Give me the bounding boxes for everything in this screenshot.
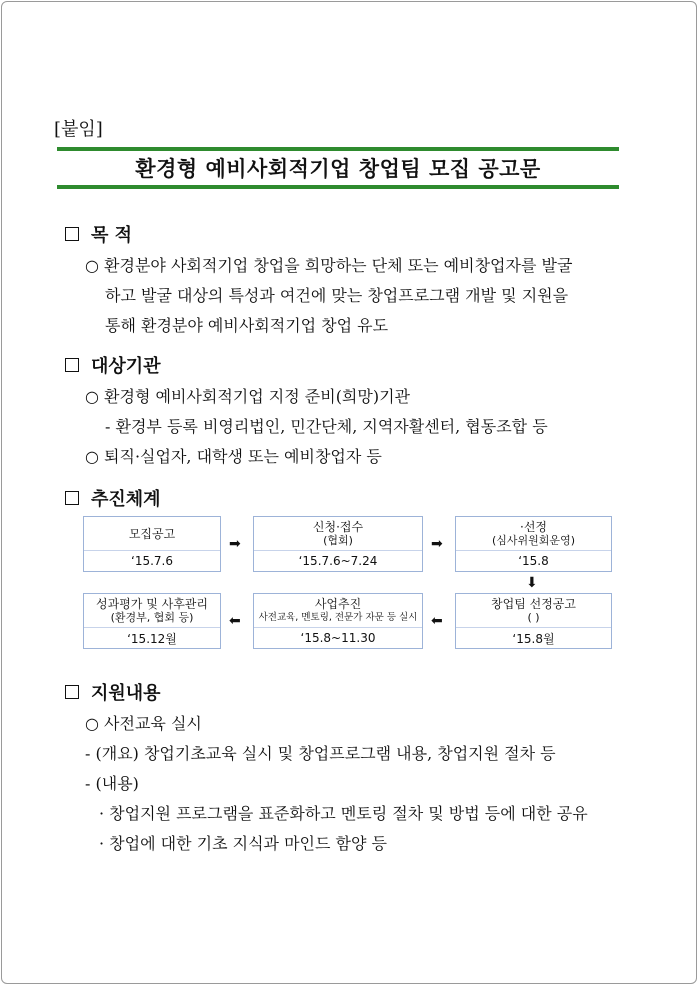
purpose-line-2: 하고 발굴 대상의 특성과 여건에 맞는 창업프로그램 개발 및 지원을: [105, 286, 569, 305]
target-line-3: ○ 퇴직·실업자, 대학생 또는 예비창업자 등: [85, 447, 382, 466]
checkbox-square-icon: [65, 227, 79, 241]
flow-step-title: ·선정: [520, 519, 547, 534]
flow-step-date: ‘15.7.6: [131, 554, 173, 568]
flow-step-title: 창업팀 선정공고: [491, 596, 576, 611]
section-target-heading: [65, 352, 161, 378]
attachment-label: [붙임]: [54, 119, 103, 140]
support-line-1: ○ 사전교육 실시: [85, 714, 202, 733]
arrow-right-icon: ➡: [431, 536, 443, 552]
flow-step-title: 모집공고: [128, 526, 176, 541]
checkbox-square-icon: [65, 491, 79, 505]
flow-step-title: 사업추진: [314, 596, 362, 611]
support-line-2: - (개요) 창업기초교육 실시 및 창업프로그램 내용, 창업지원 절차 등: [85, 744, 556, 763]
arrow-left-icon: ⬅: [229, 613, 241, 629]
support-line-3: - (내용): [85, 774, 139, 793]
flow-step-sub: ( ): [527, 610, 540, 624]
purpose-line-1: ○ 환경분야 사회적기업 창업을 희망하는 단체 또는 예비창업자를 발굴: [85, 256, 573, 275]
section-heading-text: 추진체계: [91, 489, 161, 510]
target-line-1: ○ 환경형 예비사회적기업 지정 준비(희망)기관: [85, 387, 410, 406]
section-system-heading: [65, 485, 161, 511]
flow-step-selection: [455, 516, 612, 572]
support-line-4: · 창업지원 프로그램을 표준화하고 멘토링 절차 및 방법 등에 대한 공유: [99, 804, 588, 823]
checkbox-square-icon: [65, 685, 79, 699]
flow-step-title: 성과평가 및 사후관리: [96, 596, 208, 611]
flow-step-sub: (협회): [323, 533, 353, 547]
flow-step-sub: (심사위원회운영): [492, 533, 575, 547]
arrow-right-icon: ➡: [229, 536, 241, 552]
title-box: [57, 147, 619, 189]
arrow-down-icon: ⬇: [526, 575, 538, 591]
section-heading-text: 대상기관: [91, 356, 161, 377]
flow-step-announcement: [455, 593, 612, 649]
flow-step-sub: (환경부, 협회 등): [110, 610, 194, 624]
flow-step-sub: 사전교육, 멘토링, 전문가 자문 등 실시: [258, 611, 418, 623]
flow-step-date: ‘15.8~11.30: [300, 631, 376, 645]
target-line-2: - 환경부 등록 비영리법인, 민간단체, 지역자활센터, 협동조합 등: [105, 417, 548, 436]
flow-step-application: [253, 516, 423, 572]
checkbox-square-icon: [65, 358, 79, 372]
flow-step-recruit: [83, 516, 221, 572]
flow-step-date: ‘15.8월: [512, 631, 555, 646]
flow-step-evaluation: [83, 593, 221, 649]
flow-step-execution: [253, 593, 423, 649]
flow-step-date: ‘15.12월: [127, 631, 177, 646]
flow-step-date: ‘15.7.6~7.24: [298, 554, 378, 568]
support-line-5: · 창업에 대한 기초 지식과 마인드 함양 등: [99, 834, 387, 853]
flow-step-title: 신청·접수: [312, 519, 364, 534]
document-page: [1, 1, 697, 984]
document-title: 환경형 예비사회적기업 창업팀 모집 공고문: [135, 157, 541, 181]
flow-step-date: ‘15.8: [518, 554, 549, 568]
section-heading-text: 목 적: [91, 225, 133, 246]
arrow-left-icon: ⬅: [431, 613, 443, 629]
section-purpose-heading: [65, 221, 132, 247]
purpose-line-3: 통해 환경분야 예비사회적기업 창업 유도: [105, 316, 389, 335]
section-heading-text: 지원내용: [91, 683, 161, 704]
section-support-heading: [65, 679, 161, 705]
